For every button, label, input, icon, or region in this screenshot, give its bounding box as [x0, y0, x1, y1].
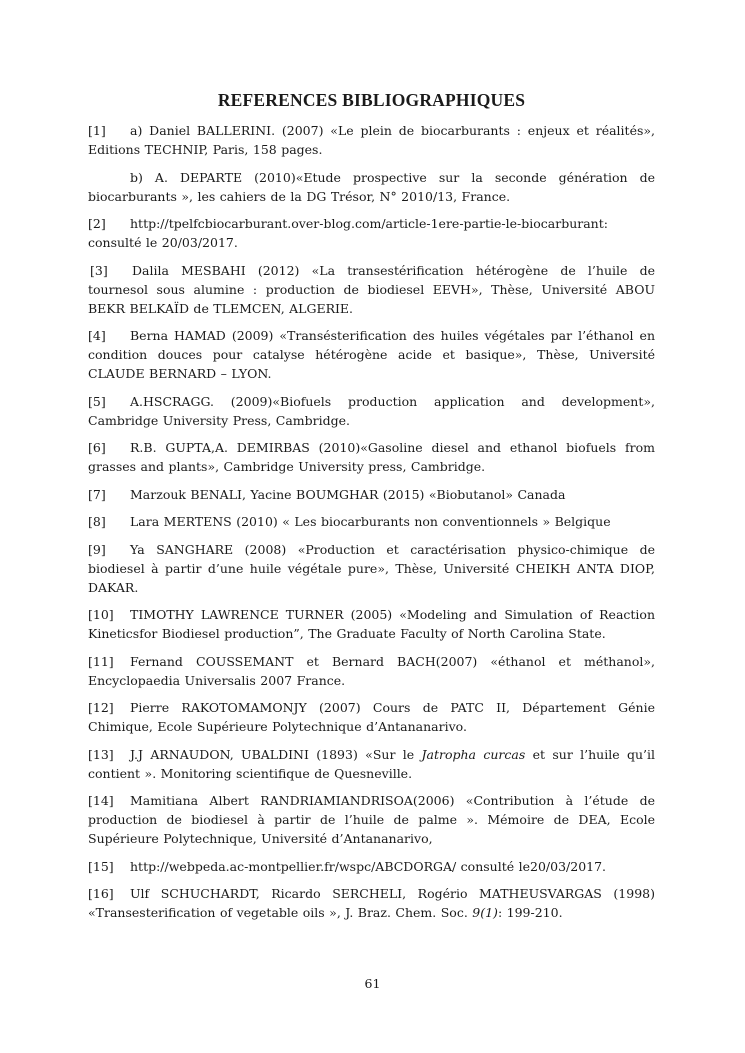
reference-text: a) Daniel BALLERINI. (2007) «Le plein de biocarburants : enjeux et réalités», Editions TECHNIP, Paris, 158 pages. [88, 123, 655, 157]
reference-text: http://tpelfcbiocarburant.over-blog.com/article-1ere-partie-le-biocarburant: consulté le 20/03/2017. [88, 216, 608, 250]
reference-text: Ya SANGHARE (2008) «Production et caractérisation physico-chimique de biodiesel à partir d’une huile végétale pure», Thèse, Université CHEIKH ANTA DIOP, DAKAR. [88, 541, 655, 595]
reference-text: Marzouk BENALI, Yacine BOUMGHAR (2015) «Biobutanol» Canada [130, 486, 566, 502]
reference-text: Berna HAMAD (2009) «Transésterification des huiles végétales par l’éthanol en condition douces pour catalyse hétérogène acide et basique», Thèse, Université CLAUDE BERNARD – LYON. [88, 328, 655, 381]
reference-16 [88, 884, 655, 922]
reference-number: [6] [88, 440, 106, 455]
reference-7 [88, 485, 655, 504]
reference-11 [88, 652, 655, 690]
reference-text: http://webpeda.ac-montpellier.fr/wspc/ABCDORGA/ consulté le20/03/2017. [130, 858, 607, 874]
reference-4 [88, 326, 655, 383]
reference-text: R.B. GUPTA,A. DEMIRBAS (2010)«Gasoline diesel and ethanol biofuels from grasses and plants», Cambridge University press, Cambridge. [88, 440, 655, 474]
reference-number: [11] [88, 653, 114, 669]
reference-number: [8] [88, 514, 106, 529]
reference-number: [3] [90, 262, 108, 278]
reference-number: [2] [88, 216, 106, 231]
reference-10 [88, 605, 655, 643]
reference-number: [1] [88, 123, 106, 138]
reference-number: [7] [88, 486, 106, 502]
reference-text: Pierre RAKOTOMAMONJY (2007) Cours de PATC II, Département Génie Chimique, Ecole Supérieure Polytechnique d’Antananarivo. [88, 700, 655, 734]
reference-12 [88, 698, 655, 736]
reference-number: [14] [88, 793, 114, 808]
reference-text: b) A. DEPARTE (2010)«Etude prospective sur la seconde génération de biocarburants », les cahiers de la DG Trésor, N° 2010/13, France. [88, 169, 655, 204]
reference-14 [88, 791, 655, 848]
reference-number: [4] [88, 328, 106, 343]
page-number: 61 [364, 976, 381, 991]
reference-3 [88, 261, 655, 318]
reference-number: [13] [88, 746, 114, 762]
reference-2 [88, 214, 655, 252]
reference-15 [88, 857, 655, 876]
reference-number: [9] [88, 541, 106, 557]
reference-text: Lara MERTENS (2010) « Les biocarburants non conventionnels » Belgique [130, 514, 611, 529]
references-page [88, 88, 655, 931]
reference-number: [10] [88, 607, 114, 622]
reference-text: : 199-210. [497, 905, 563, 920]
reference-6 [88, 438, 655, 476]
reference-8 [88, 512, 655, 531]
reference-5 [88, 392, 655, 430]
reference-text: Fernand COUSSEMANT et Bernard BACH(2007) «éthanol et méthanol», Encyclopaedia Universalis 2007 France. [88, 653, 655, 688]
reference-text: Dalila MESBAHI (2012) «La transestérification hétérogène de l’huile de tournesol sous alumine : production de biodiesel EEVH», Thèse, Université ABOU BEKR BELKAÏD de TLEMCEN, ALGERIE. [88, 262, 655, 316]
reference-number: [16] [88, 886, 114, 901]
reference-text: TIMOTHY LAWRENCE TURNER (2005) «Modeling and Simulation of Reaction Kineticsfor Biodiesel production”, The Graduate Faculty of North Carolina State. [88, 607, 655, 641]
reference-text: J.J ARNAUDON, UBALDINI (1893) «Sur le [130, 746, 422, 762]
species-name: Jatropha curcas [421, 746, 526, 762]
reference-number: [12] [88, 700, 114, 715]
reference-1b [88, 168, 655, 206]
reference-number: [15] [88, 858, 114, 874]
reference-13 [88, 745, 655, 783]
reference-text: et sur l’huile qu’il contient ». Monitoring scientifique de Quesneville. [88, 746, 655, 781]
page-title: REFERENCES BIBLIOGRAPHIQUES [217, 90, 526, 110]
reference-9 [88, 540, 655, 597]
reference-text: Mamitiana Albert RANDRIAMIANDRISOA(2006) «Contribution à l’étude de production de biodiesel à partir de l’huile de palme ». Mémoire de DEA, Ecole Supérieure Polytechnique, Université d’Antananarivo, [88, 793, 655, 846]
reference-text: Ulf SCHUCHARDT, Ricardo SERCHELI, Rogério MATHEUSVARGAS (1998) «Transesterification of vegetable oils », J. Braz. Chem. Soc. [88, 886, 655, 920]
reference-1 [88, 121, 655, 159]
reference-number: [5] [88, 393, 106, 409]
reference-text: A.HSCRAGG. (2009)«Biofuels production application and development», Cambridge University Press, Cambridge. [88, 393, 655, 428]
journal-volume: 9(1) [472, 905, 498, 920]
